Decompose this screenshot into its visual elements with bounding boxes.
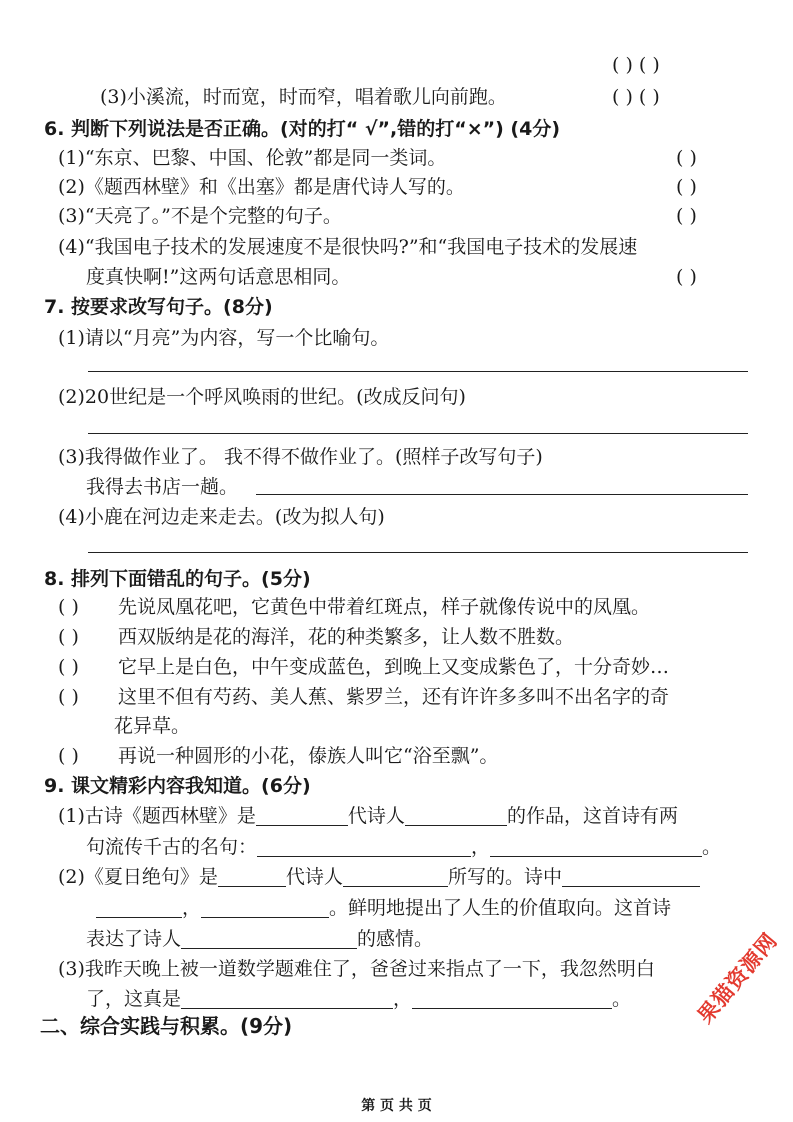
comma: ， bbox=[393, 988, 413, 1010]
q9-item-2-blank-quote-1[interactable] bbox=[96, 897, 182, 918]
q8-item-1-paren[interactable]: ( ) bbox=[58, 596, 79, 618]
q6-title: 6. 判断下列说法是否正确。(对的打“ √”,错的打“×”) (4分) bbox=[44, 118, 560, 140]
q9-title: 9. 课文精彩内容我知道。(6分) bbox=[44, 775, 311, 797]
q7-item-3-prompt: 我得去书店一趟。 bbox=[86, 476, 239, 498]
q9-item-1-blank-poet[interactable] bbox=[405, 805, 507, 826]
q5-answer-parens-top[interactable]: ( ) ( ) bbox=[612, 54, 660, 76]
q9-item-2-text-e: 表达了诗人 bbox=[86, 928, 182, 950]
q8-item-3: 它早上是白色，中午变成蓝色，到晚上又变成紫色了，十分奇妙… bbox=[118, 656, 670, 678]
q9-item-2-blank-poet[interactable] bbox=[343, 866, 448, 887]
q8-item-2: 西双版纳是花的海洋，花的种类繁多，让人数不胜数。 bbox=[118, 626, 575, 648]
q9-item-2-line-1 bbox=[58, 864, 700, 890]
q8-title: 8. 排列下面错乱的句子。(5分) bbox=[44, 568, 311, 590]
q5-item-3: (3)小溪流，时而宽，时而窄，唱着歌儿向前跑。 bbox=[100, 86, 507, 108]
q9-item-1-text-a: (1)古诗《题西林壁》是 bbox=[58, 805, 256, 827]
q9-item-3-line-1: (3)我昨天晚上被一道数学题难住了，爸爸过来指点了一下，我忽然明白 bbox=[58, 958, 655, 980]
q9-item-3-text-b: 了，这真是 bbox=[86, 988, 182, 1010]
q9-item-3-blank-idiom-1[interactable] bbox=[181, 988, 393, 1009]
q9-item-1-blank-quote-1[interactable] bbox=[257, 836, 471, 857]
q7-item-2-answer-line[interactable] bbox=[88, 433, 748, 434]
q7-item-3-answer-line[interactable] bbox=[256, 494, 748, 495]
q9-item-2-text-c: 所写的。诗中 bbox=[447, 866, 562, 888]
q9-item-1-text-c: 的作品，这首诗有两 bbox=[506, 805, 678, 827]
q6-item-1-paren[interactable]: ( ) bbox=[676, 147, 697, 169]
q6-item-1: (1)“东京、巴黎、中国、伦敦”都是同一类词。 bbox=[58, 147, 447, 169]
q7-item-1-answer-line[interactable] bbox=[88, 371, 748, 372]
q9-item-1-blank-dynasty[interactable] bbox=[256, 805, 348, 826]
page-footer: 第 页 共 页 bbox=[361, 1098, 432, 1114]
q9-item-2-blank-line-end[interactable] bbox=[562, 866, 700, 887]
q9-item-1-blank-quote-2[interactable] bbox=[490, 836, 702, 857]
q6-item-4: (4)“我国电子技术的发展速度不是很快吗?”和“我国电子技术的发展速 bbox=[58, 236, 638, 258]
q9-item-2-line-2 bbox=[96, 895, 671, 921]
q8-item-2-paren[interactable]: ( ) bbox=[58, 626, 79, 648]
q9-item-2-text-b: 代诗人 bbox=[285, 866, 343, 888]
q9-item-2-blank-dynasty[interactable] bbox=[218, 866, 286, 887]
q9-item-1-text-d: 句流传千古的名句： bbox=[86, 836, 258, 858]
watermark-logo: 果猫资源网 bbox=[693, 928, 783, 1028]
q7-item-3: (3)我得做作业了。 我不得不做作业了。(照样子改写句子) bbox=[58, 446, 543, 468]
q9-item-2-blank-feeling[interactable] bbox=[181, 928, 357, 949]
q6-item-2: (2)《题西林壁》和《出塞》都是唐代诗人写的。 bbox=[58, 176, 465, 198]
q7-item-4: (4)小鹿在河边走来走去。(改为拟人句) bbox=[58, 506, 385, 528]
comma: ， bbox=[471, 836, 491, 858]
q9-item-2-text-a: (2)《夏日绝句》是 bbox=[58, 866, 218, 888]
q7-item-2: (2)20世纪是一个呼风唤雨的世纪。(改成反问句) bbox=[58, 386, 466, 408]
q8-item-1: 先说凤凰花吧，它黄色中带着红斑点，样子就像传说中的凤凰。 bbox=[118, 596, 651, 618]
q8-item-4: 这里不但有芍药、美人蕉、紫罗兰，还有许许多多叫不出名字的奇 bbox=[118, 686, 670, 708]
q9-item-1-text-b: 代诗人 bbox=[347, 805, 405, 827]
q5-item-3-parens[interactable]: ( ) ( ) bbox=[612, 86, 660, 108]
q8-item-3-paren[interactable]: ( ) bbox=[58, 656, 79, 678]
q8-item-5-paren[interactable]: ( ) bbox=[58, 745, 79, 767]
q8-item-4-cont: 花异草。 bbox=[114, 715, 191, 737]
q9-item-2-text-f: 的感情。 bbox=[357, 928, 434, 950]
q7-item-4-answer-line[interactable] bbox=[88, 552, 748, 553]
q6-item-3-paren[interactable]: ( ) bbox=[676, 205, 697, 227]
period: 。 bbox=[702, 836, 722, 858]
q6-item-2-paren[interactable]: ( ) bbox=[676, 176, 697, 198]
q8-item-4-paren[interactable]: ( ) bbox=[58, 686, 79, 708]
q6-item-4-paren[interactable]: ( ) bbox=[676, 266, 697, 288]
q6-item-3: (3)“天亮了。”不是个完整的句子。 bbox=[58, 205, 342, 227]
q7-item-1: (1)请以“月亮”为内容，写一个比喻句。 bbox=[58, 327, 390, 349]
q9-item-3-line-2 bbox=[86, 986, 631, 1012]
q8-item-5: 再说一种圆形的小花，傣族人叫它“浴至飘”。 bbox=[118, 745, 499, 767]
period: 。 bbox=[612, 988, 632, 1010]
q9-item-1-line-2 bbox=[86, 834, 721, 860]
q9-item-2-text-d: 。鲜明地提出了人生的价值取向。这首诗 bbox=[329, 897, 672, 919]
q9-item-2-blank-quote-2[interactable] bbox=[201, 897, 329, 918]
q6-item-4-cont: 度真快啊!”这两句话意思相同。 bbox=[86, 266, 351, 288]
q9-item-1-line-1 bbox=[58, 803, 678, 829]
comma: ， bbox=[182, 897, 202, 919]
q9-item-2-line-3 bbox=[86, 926, 433, 952]
q7-title: 7. 按要求改写句子。(8分) bbox=[44, 296, 273, 318]
q9-item-3-blank-idiom-2[interactable] bbox=[412, 988, 612, 1009]
section-2-heading: 二、综合实践与积累。(9分) bbox=[40, 1014, 293, 1038]
